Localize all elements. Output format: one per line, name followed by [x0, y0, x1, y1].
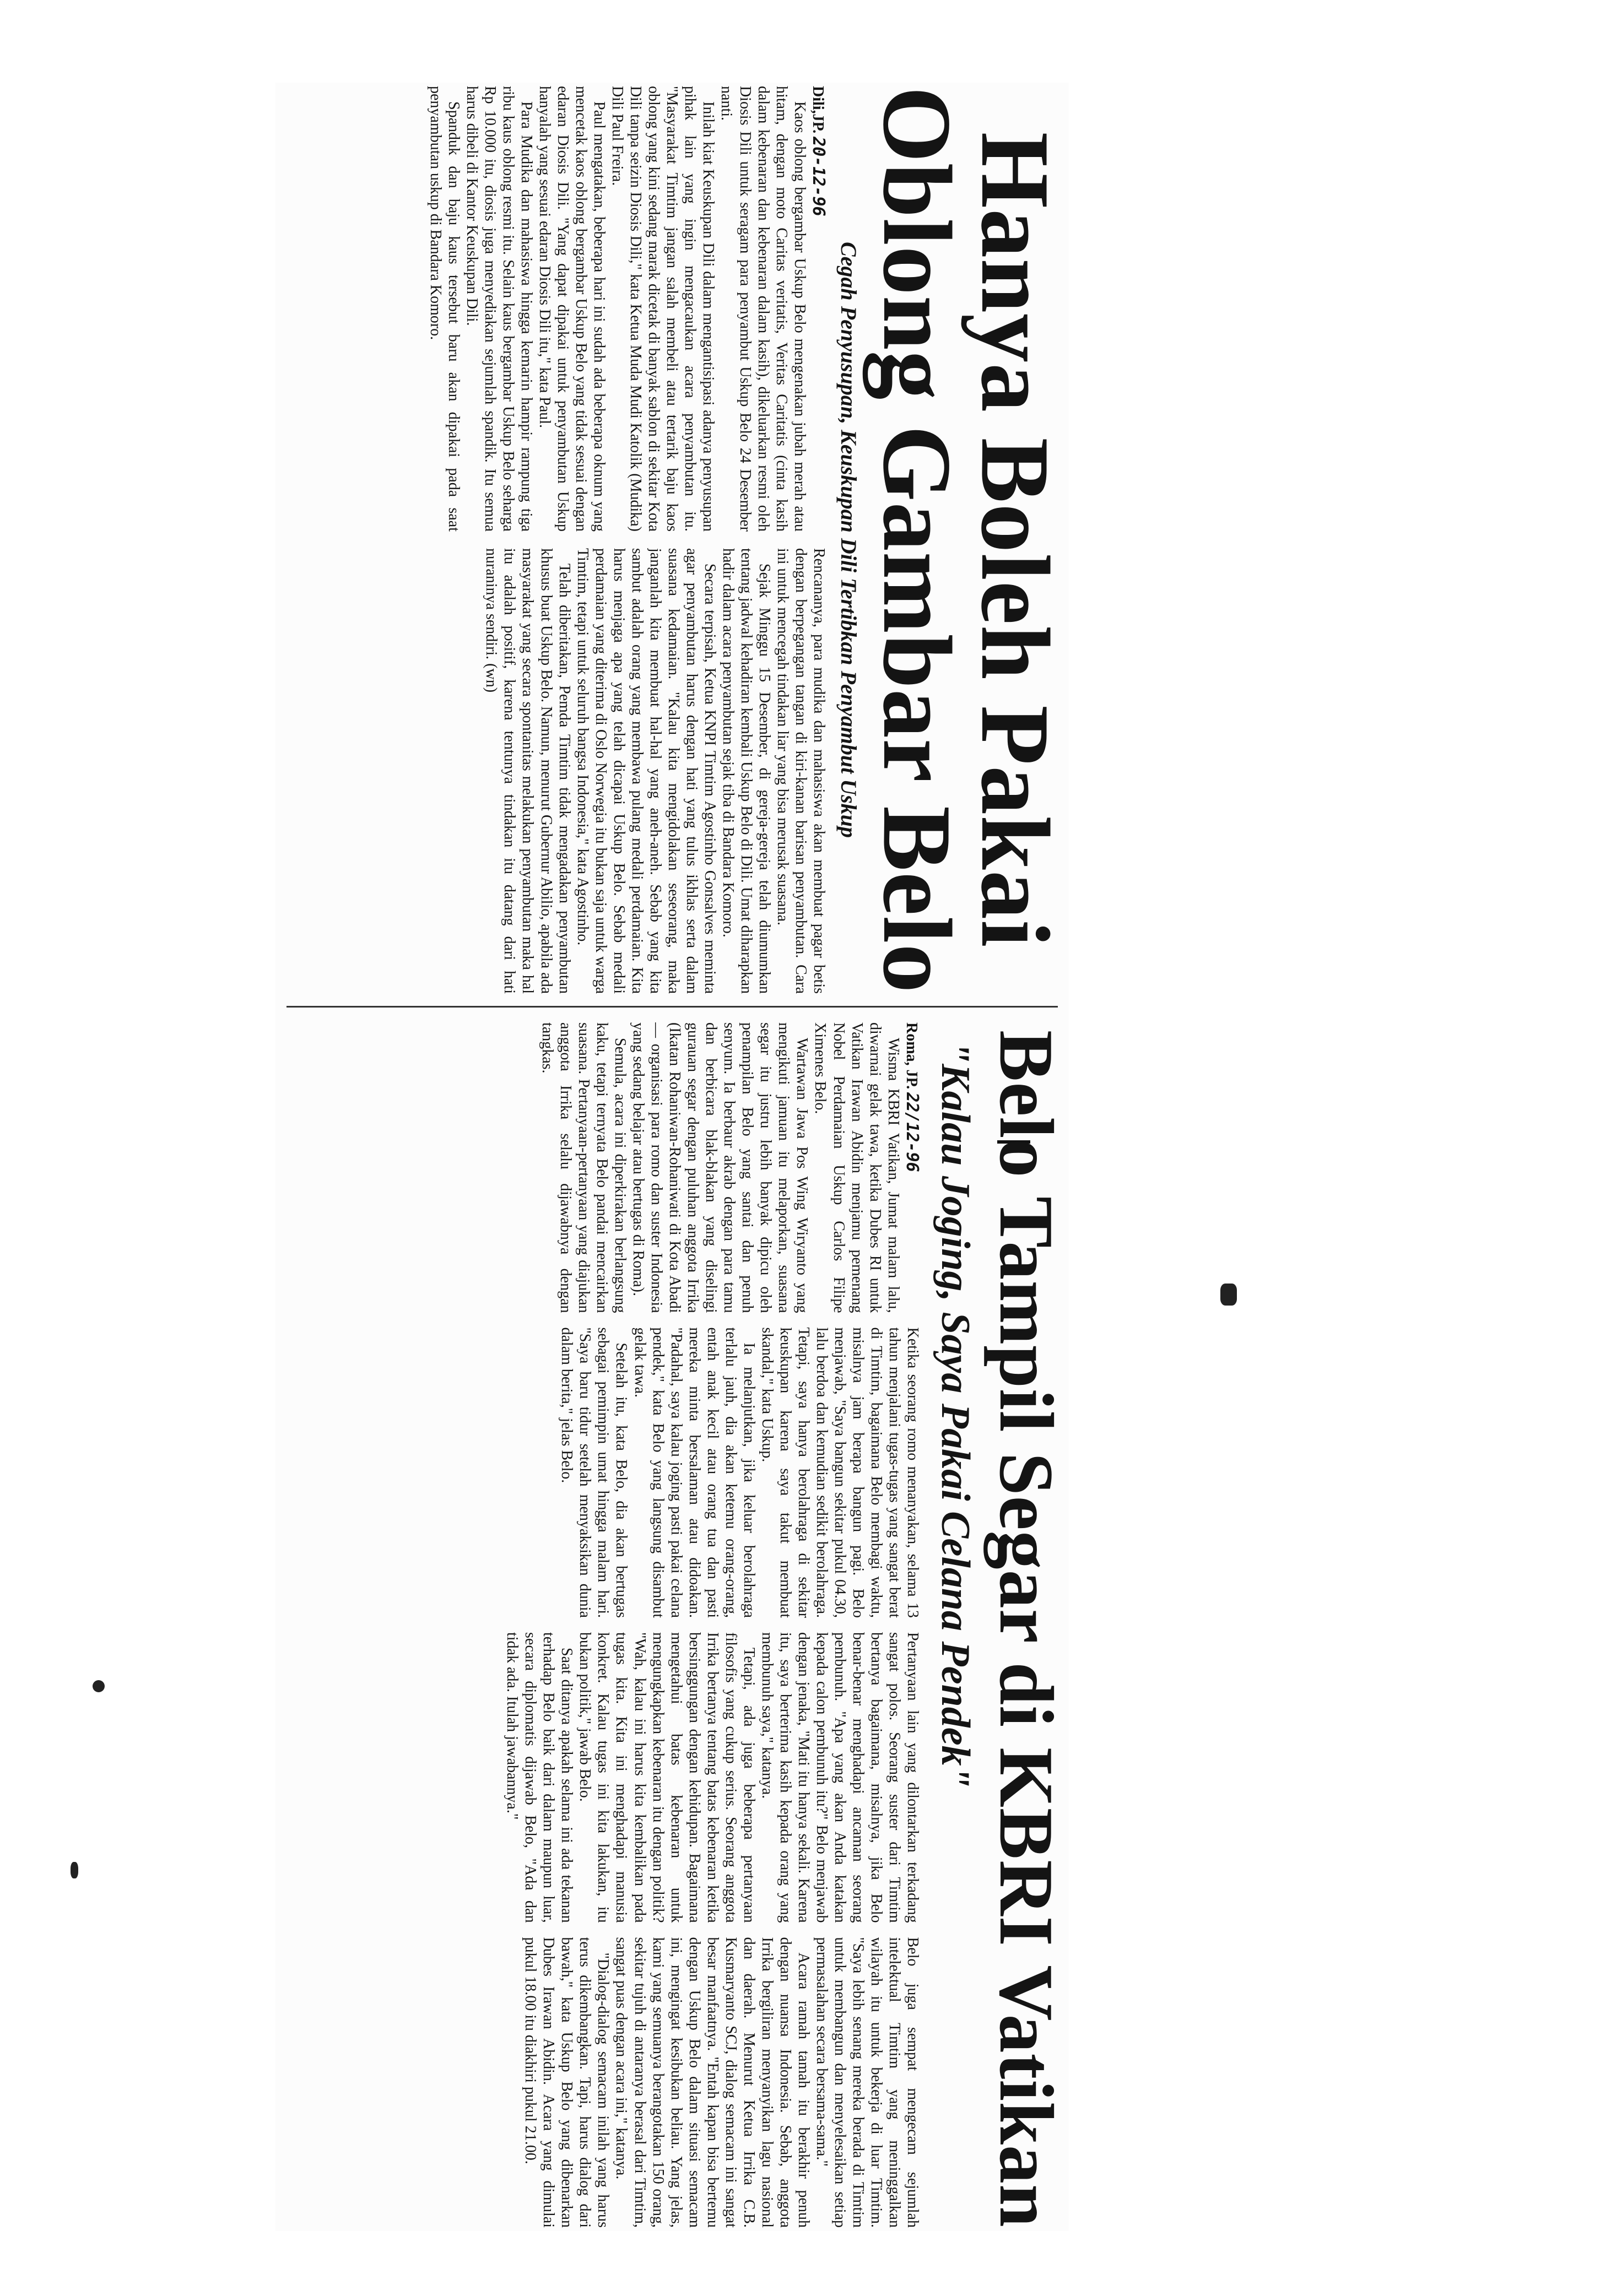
article-paragraph: Wisma KBRI Vatikan, Jumat malam lalu, diwarnai gelak tawa, ketika Dubes RI untuk Vatikan Irawan Abidin menjamu pemenang Nobel Perdamaian Uskup Carlos Filipe Ximenes Belo.: [812, 1022, 902, 1313]
article-paragraph: Wartawan Jawa Pos Wing Wiryanto yang mengikuti jamuan itu melaporkan, suasana segar itu justru lebih banyak dipicu oleh penampilan Belo yang santai dan penuh senyum. Ia berbaur akrab dengan para tamu dan berbicara blak-blakan yang diselingi gurauan segar dengan puluhan anggota Irrika (Ikatan Rohaniwan-Rohaniwati di Kota Abadi — organisasi para romo dan suster Indonesia yang sedang belajar atau bertugas di Roma).: [630, 1022, 811, 1313]
handwritten-date: 22/12-96: [902, 1092, 922, 1172]
scan-smudge: [71, 1862, 78, 1878]
dateline: Dili,JP.: [809, 86, 826, 134]
article-paragraph: Paul mengatakan, beberapa hari ini sudah ada beberapa oknum yang mencetak kaos oblong bergambar Uskup Belo yang tidak sesuai dengan edaran Diosis Dili. "Yang dapat dipakai untuk penyambutan Uskup hanyalah yang sesuai edaran Diosis Dili itu," kata Paul.: [536, 86, 608, 532]
article-paragraph: Secara terpisah, Ketua KNPI Timtim Agostinho Gonsalves meminta agar penyambutan harus dengan hati yang tulus ikhlas serta dalam suasana kedamaian. "Kalau kita mengidolakan seseorang, maka janganlah kita membuat hal-hal yang aneh-aneh. Sebab yang kita sambut adalah orang yang membawa pulang medali perdamaian. Kita harus menjaga apa yang telah dicapai Uskup Belo. Sebab medali perdamaian yang diterima di Oslo Norwegia itu bukan saja untuk warga Timtim, tetapi untuk seluruh bangsa Indonesia," kata Agostinho.: [574, 548, 718, 994]
article-paragraph: Spanduk dan baju kaus tersebut baru akan dipakai pada saat penyambutan uskup di Bandara Komoro.: [426, 86, 463, 532]
article-paragraph: Inilah kiat Keuskupan Dili dalam mengantisipasi adanya penyusupan pihak lain yang ingin mengacaukan acara penyambutan itu. "Masyarakat Timtim jangan salah membeli atau tertarik baju kaos oblong yang kini sedang marak dicetak di banyak sablon di sekitar Kota Dili tanpa seizin Diosis Dili," kata Ketua Muda Mudi Katolik (Mudika) Dili Paul Freira.: [609, 86, 717, 532]
article-paragraph: Pertanyaan lain yang dilontarkan terkadang sangat polos. Seorang suster dari Timtim bertanya bagaimana, misalnya, jika Belo benar-benar menghadapi ancaman seorang pembunuh. "Apa yang akan Anda katakan kepada calon pembunuh itu?" Belo menjawab dengan jenaka, "Mati itu hanya sekali. Karena itu, saya berterima kasih kepada orang yang membunuh saya," katanya.: [758, 1632, 921, 1923]
article-paragraph: Tetapi, ada juga beberapa pertanyaan filosofis yang cukup serius. Seorang anggota Irrika bertanya tentang batas kebenaran ketika bersinggungan dengan kehidupan. Bagaimana mengetahui batas kebenaran untuk mengungkapkan kebenaran itu dengan politik? "Wah, kalau ini harus kita kembalikan pada tugas kita. Kita ini menghadapi manusia konkret. Kalau tugas ini kita lakukan, itu bukan politik," jawab Belo.: [576, 1632, 758, 1923]
article-paragraph: Kaos oblong bergambar Uskup Belo mengenakan jubah merah atau hitam, dengan moto Caritas veritatis, Veritas Caritatis (cinta kasih dalam kebenaran dan kebenaran dalam kasih), dikeluarkan resmi oleh Diosis Dili untuk seragam para penyambut Uskup Belo 24 Desember nanti.: [718, 86, 808, 532]
article-column: [299, 1632, 922, 1923]
article-column: [277, 548, 828, 994]
handwritten-date: 20-12-96: [809, 137, 828, 216]
article-paragraph: Rencananya, para mudika dan mahasiswa akan membuat pagar betis dengan berpegangan tangan di kiri-kanan barisan penyambutan. Cara ini untuk mencegah tindakan liar yang bisa merusak suasana.: [774, 548, 828, 994]
article-paragraph: Para Mudika dan mahasiswa hingga kemarin hampir rampung tiga ribu kaus oblong resmi itu. Selain kaus bergambar Uskup Belo seharga Rp 10.000 itu, diosis juga menyediakan sejumlah spandik. Itu semua harus dibeli di Kantor Keuskupan Dili.: [463, 86, 536, 532]
dateline: Roma, JP.: [903, 1022, 920, 1090]
article-body: [277, 83, 828, 997]
article-column: [299, 1937, 922, 2228]
article-headline-line2: Oblong Gambar Belo: [863, 86, 972, 994]
article-paragraph: "Dialog-dialog semacam inilah yang harus terus dikembangkan. Tapi, harus dialog dari bawah," kata Uskup Belo yang dibenarkan Dubes Irawan Abidin. Acara yang dimulai pukul 18.00 itu diakhiri pukul 21.00.: [522, 1937, 612, 2228]
article-paragraph: [902, 1022, 922, 1313]
article-subheadline: Cegah Penyusupan, Keuskupan Dili Tertibkan Penyambut Uskup: [836, 241, 861, 838]
article-body: [299, 1019, 922, 2231]
article-hanya-boleh-pakai: [275, 83, 1069, 997]
article-paragraph: Ia melanjutkan, jika keluar berolahraga terlalu jauh, dia akan ketemu orang-orang, entah anak kecil atau orang tua dan pasti mereka minta bersalaman atau didoakan. "Padahal, saya kalau joging pasti pakai celana pendek," kata Belo yang langsung disambut gelak tawa.: [631, 1327, 758, 1618]
column-divider: [286, 1006, 1058, 1008]
article-column: [299, 1328, 922, 1618]
article-paragraph: Saat ditanya apakah selama ini ada tekanan terhadap Belo baik dari dalam maupun luar, secara diplomatis dijawab Belo, "Ada dan tidak ada. Itulah jawabannya.": [504, 1632, 576, 1923]
article-column: [299, 1022, 922, 1313]
article-paragraph: Belo juga sempat mengecam sejumlah intelektual Timtim yang meninggalkan wilayah itu untuk bekerja di luar Timtim. "Saya lebih senang mereka berada di Timtim untuk membangun dan menyelesaikan setiap permasalahan secara bersama-sama.": [813, 1937, 921, 2228]
article-paragraph: [809, 86, 828, 532]
article-headline: Belo Tampil Segar di KBRI Vatikan: [983, 1030, 1069, 2228]
article-belo-tampil-segar: [275, 1019, 1069, 2231]
scan-smudge: [93, 1680, 105, 1692]
newspaper-clipping: [275, 83, 1069, 2231]
article-paragraph: Acara ramah tamah itu berakhir penuh dengan nuansa Indonesia. Sebab, anggota Irrika bergiliran menyanyikan lagu nasional dan daerah. Menurut Ketua Irrika C.B. Kusmaryanto SCJ, dialog semacam ini sangat besar manfaatnya. "Entah kapan bisa bertemu dengan Uskup Belo dalam situasi semacam ini, mengingat kesibukan beliau. Yang jelas, kami yang semuanya berangotakan 150 orang, sekitar tujuh di antaranya berasal dari Timtim, sangat puas dengan acara ini," katanya.: [613, 1937, 812, 2228]
article-column: [277, 86, 828, 532]
article-paragraph: Telah diberitakan, Pemda Timtim tidak mengadakan penyambutan khusus buat Uskup Belo. Namun, menurut Gubernur Abilio, apabila ada masyarakat yang secara spontanitas melakukan penyambutan maka hal itu adalah positif, karena tentunya tindakan itu datang dari hati nuraninya sendiri. (wn): [483, 548, 573, 994]
article-paragraph: Ketika seorang romo menanyakan, selama 13 tahun menjalani tugas-tugas yang sangat berat di Timtim, bagaimana Belo membagi waktu, misalnya jam berapa bangun pagi. Belo menjawab, "Saya bangun sekitar pukul 04.30, lalu berdoa dan kemudian sedikit berolahraga. Tetapi, saya hanya berolahraga di sekitar keuskupan karena saya takut membuat skandal," kata Uskup.: [758, 1327, 921, 1618]
article-subheadline: "Kalau Joging, Saya Pakai Celana Pendek": [933, 1041, 978, 1789]
article-paragraph: Sejak Minggu 15 Desember, di gereja-gereja telah diumumkan tentang jadwal kehadiran kembali Uskup Belo di Dili. Umat diharapkan hadir dalam acara penyambutan sejak tiba di Bandara Komoro.: [719, 548, 773, 994]
article-paragraph: Setelah itu, kata Belo, dia akan bertugas sebagai pemimpin umat hingga malam hari. "Saya baru tidur setelah menyaksikan dunia dalam berita," jelas Belo.: [558, 1327, 630, 1618]
scan-smudge: [1220, 1284, 1237, 1306]
article-headline-line1: Hanya Boleh Pakai: [961, 132, 1070, 948]
article-paragraph: Semula, acara ini diperkirakan berlangsung kaku, tetapi ternyata Belo pandai mencairkan suasana. Pertanyaan-pertanyaan yang diajukan anggota Irrika selalu dijawabnya dengan tangkas.: [539, 1022, 629, 1313]
